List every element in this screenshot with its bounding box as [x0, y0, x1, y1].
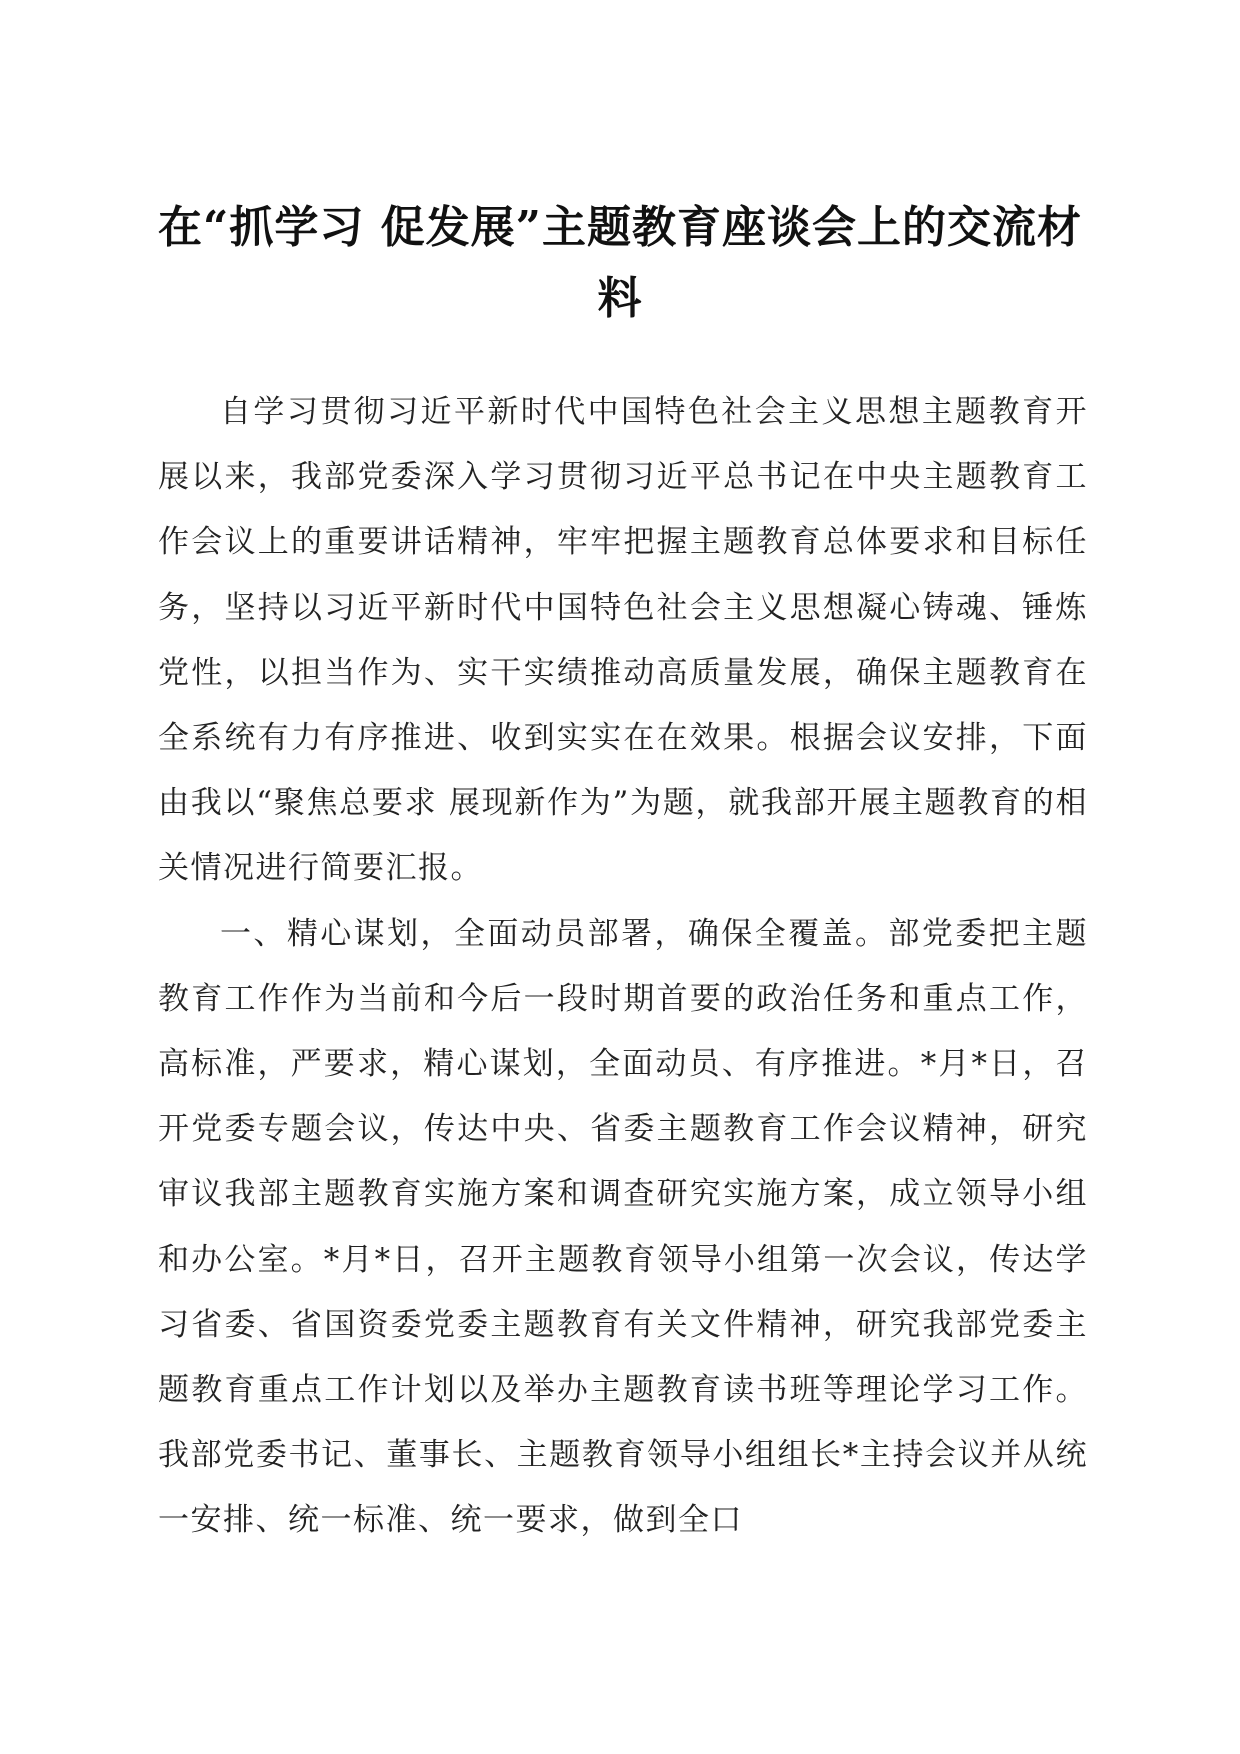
paragraph-intro: 自学习贯彻习近平新时代中国特色社会主义思想主题教育开展以来，我部党委深入学习贯彻习近平总书记在中央主题教育工作会议上的重要讲话精神，牢牢把握主题教育总体要求和目标任务，坚持以习近平新时代中国特色社会主义思想凝心铸魂、锤炼党性，以担当作为、实干实绩推动高质量发展，确保主题教育在全系统有力有序推进、收到实实在在效果。根据会议安排，下面由我以“聚焦总要求 展现新作为”为题，就我部开展主题教育的相关情况进行简要汇报。 — [158, 394, 1088, 887]
document-body — [158, 380, 1088, 1554]
paragraph-section-one: 一、精心谋划，全面动员部署，确保全覆盖。部党委把主题教育工作作为当前和今后一段时期首要的政治任务和重点工作，高标准，严要求，精心谋划，全面动员、有序推进。*月*日，召开党委专题会议，传达中央、省委主题教育工作会议精神，研究审议我部主题教育实施方案和调查研究实施方案，成立领导小组和办公室。*月*日，召开主题教育领导小组第一次会议，传达学习省委、省国资委党委主题教育有关文件精神，研究我部党委主题教育重点工作计划以及举办主题教育读书班等理论学习工作。我部党委书记、董事长、主题教育领导小组组长*主持会议并从统一安排、统一标准、统一要求，做到全口 — [158, 915, 1088, 1539]
document-title: 在“抓学习 促发展”主题教育座谈会上的交流材料 — [158, 202, 1082, 324]
